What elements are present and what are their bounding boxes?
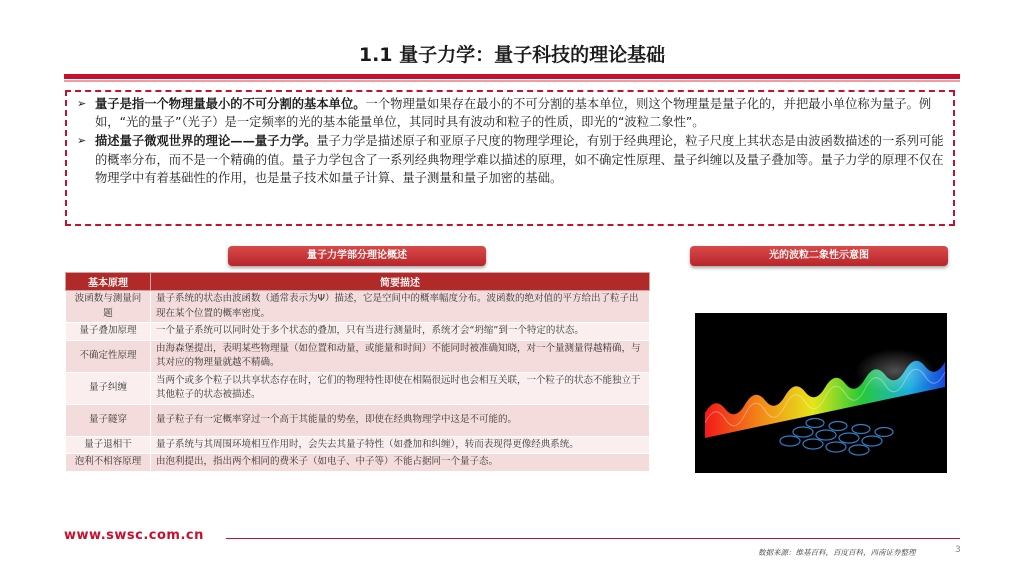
principle-description: 由泡利提出，指出两个相同的费米子（如电子、中子等）不能占据同一个量子态。 xyxy=(151,454,650,472)
arrow-bullet-icon: ➢ xyxy=(77,134,87,148)
wave-particle-illustration xyxy=(695,313,947,473)
table-header-row xyxy=(66,273,650,291)
title-divider xyxy=(64,74,960,79)
table-row xyxy=(66,454,650,472)
principle-description: 当两个或多个粒子以共享状态存在时，它们的物理特性即使在相隔很远时也会相互关联，一个粒子的状态不能独立于其他粒子的状态被描述。 xyxy=(151,372,650,404)
table-row xyxy=(66,323,650,341)
intro-bullet xyxy=(77,132,945,187)
principles-table xyxy=(65,272,650,472)
intro-bullet-bold: 描述量子微观世界的理论——量子力学。 xyxy=(95,134,317,149)
principle-name: 量子退相干 xyxy=(66,436,151,454)
intro-bullet-bold: 量子是指一个物理量最小的不可分割的基本单位。 xyxy=(95,97,366,111)
table-row xyxy=(66,340,650,372)
table-header-description: 简要描述 xyxy=(151,273,650,291)
principle-name: 量子纠缠 xyxy=(66,372,151,404)
principle-description: 由海森堡提出，表明某些物理量（如位置和动量，或能量和时间）不能同时被准确知晓，对一个量测量得越精确，与其对应的物理量就越不精确。 xyxy=(151,340,650,372)
wave-particle-duality-image xyxy=(695,313,947,473)
page-number: 3 xyxy=(955,545,961,555)
table-header-principle: 基本原理 xyxy=(66,273,151,291)
table-row xyxy=(66,372,650,404)
principle-description: 量子系统的状态由波函数（通常表示为Ψ）描述，它是空间中的概率幅度分布。波函数的绝对值的平方给出了粒子出现在某个位置的概率密度。 xyxy=(151,291,650,323)
title-divider-shadow xyxy=(64,80,960,82)
data-source-note: 数据来源：维基百科，百度百科，西南证券整理 xyxy=(758,548,916,557)
footer-website[interactable]: www.swsc.com.cn xyxy=(64,528,204,543)
principle-description: 量子粒子有一定概率穿过一个高于其能量的势垒，即使在经典物理学中这是不可能的。 xyxy=(151,404,650,436)
table-row xyxy=(66,404,650,436)
table-caption: 量子力学部分理论概述 xyxy=(228,246,486,266)
intro-bullet-text: 量子力学是描述原子和亚原子尺度的物理学理论，有别于经典理论，粒子尺度上其状态是由波函数描述的一系列可能的概率分布，而不是一个精确的值。量子力学包含了一系列经典物理学难以描述的原理，如不确定性原理、量子纠缠以及量子叠加等。量子力学的原理不仅在物理学中有着基础性的作用，也是量子技术如量子计算、量子测量和量子加密的基础。 xyxy=(95,134,944,185)
table-row xyxy=(66,436,650,454)
principle-description: 一个量子系统可以同时处于多个状态的叠加，只有当进行测量时，系统才会“坍缩”到一个特定的状态。 xyxy=(151,323,650,341)
table-row xyxy=(66,291,650,323)
intro-bullet-text: 一个物理量如果存在最小的不可分割的基本单位，则这个物理量是量子化的，并把最小单位称为量子。例如，“光的量子”（光子）是一定频率的光的基本能量单位，其同时具有波动和粒子的性质，即光的“波粒二象性”。 xyxy=(95,97,932,130)
footer-divider xyxy=(226,538,960,539)
arrow-bullet-icon: ➢ xyxy=(77,97,87,110)
principle-name: 波函数与测量问题 xyxy=(66,291,151,323)
figure-caption: 光的波粒二象性示意图 xyxy=(690,246,948,266)
page-title: 1.1 量子力学：量子科技的理论基础 xyxy=(358,44,666,66)
intro-bullet xyxy=(77,95,945,131)
principle-name: 不确定性原理 xyxy=(66,340,151,372)
principle-name: 泡利不相容原理 xyxy=(66,454,151,472)
principle-description: 量子系统与其周围环境相互作用时，会失去其量子特性（如叠加和纠缠），转而表现得更像经典系统。 xyxy=(151,436,650,454)
principle-name: 量子叠加原理 xyxy=(66,323,151,341)
principle-name: 量子隧穿 xyxy=(66,404,151,436)
intro-box xyxy=(65,90,955,226)
